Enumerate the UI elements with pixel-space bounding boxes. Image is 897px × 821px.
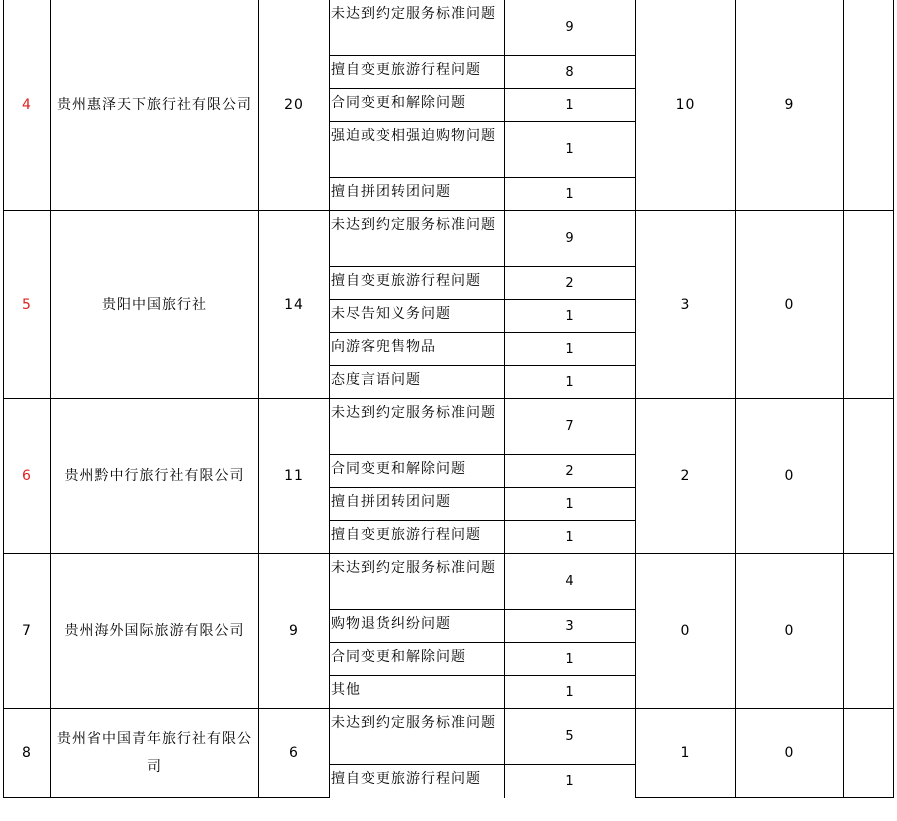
issue-count: 1 xyxy=(505,676,636,709)
issue-count: 1 xyxy=(505,643,636,676)
issue-count: 1 xyxy=(505,366,636,399)
complaint-total: 11 xyxy=(259,399,330,554)
issue-type: 擅自拼团转团问题 xyxy=(330,488,505,521)
row-index: 5 xyxy=(4,211,51,399)
remarks-cell xyxy=(844,554,894,709)
issue-count: 9 xyxy=(505,211,636,267)
issue-type: 未达到约定服务标准问题 xyxy=(330,554,505,610)
issue-count: 1 xyxy=(505,122,636,178)
issue-count: 7 xyxy=(505,399,636,455)
table-row xyxy=(4,211,894,267)
column-b-value: 9 xyxy=(736,0,844,211)
issue-count: 1 xyxy=(505,765,636,798)
column-a-value: 10 xyxy=(636,0,736,211)
remarks-cell xyxy=(844,709,894,798)
issue-count: 8 xyxy=(505,56,636,89)
complaint-total: 14 xyxy=(259,211,330,399)
issue-type: 合同变更和解除问题 xyxy=(330,455,505,488)
remarks-cell xyxy=(844,211,894,399)
issue-type: 擅自变更旅游行程问题 xyxy=(330,521,505,554)
issue-type: 购物退货纠纷问题 xyxy=(330,610,505,643)
remarks-cell xyxy=(844,0,894,211)
issue-count: 1 xyxy=(505,488,636,521)
remarks-cell xyxy=(844,399,894,554)
table-row xyxy=(4,399,894,455)
issue-type: 未达到约定服务标准问题 xyxy=(330,211,505,267)
issue-type: 合同变更和解除问题 xyxy=(330,89,505,122)
row-index: 8 xyxy=(4,709,51,798)
issue-count: 2 xyxy=(505,455,636,488)
company-name: 贵州海外国际旅游有限公司 xyxy=(51,554,259,709)
issue-type: 合同变更和解除问题 xyxy=(330,643,505,676)
complaint-total: 6 xyxy=(259,709,330,798)
company-name: 贵州惠泽天下旅行社有限公司 xyxy=(51,0,259,211)
company-name: 贵阳中国旅行社 xyxy=(51,211,259,399)
row-index: 4 xyxy=(4,0,51,211)
issue-type: 未达到约定服务标准问题 xyxy=(330,0,505,56)
complaint-total: 20 xyxy=(259,0,330,211)
complaints-table xyxy=(3,0,894,798)
issue-count: 5 xyxy=(505,709,636,765)
issue-type: 擅自变更旅游行程问题 xyxy=(330,765,505,798)
issue-count: 1 xyxy=(505,89,636,122)
column-a-value: 1 xyxy=(636,709,736,798)
table-body xyxy=(4,0,894,798)
column-a-value: 3 xyxy=(636,211,736,399)
column-b-value: 0 xyxy=(736,709,844,798)
table-row xyxy=(4,709,894,765)
column-a-value: 0 xyxy=(636,554,736,709)
column-b-value: 0 xyxy=(736,211,844,399)
issue-type: 强迫或变相强迫购物问题 xyxy=(330,122,505,178)
issue-type: 擅自变更旅游行程问题 xyxy=(330,267,505,300)
issue-count: 9 xyxy=(505,0,636,56)
company-name: 贵州省中国青年旅行社有限公司 xyxy=(51,709,259,798)
company-name: 贵州黔中行旅行社有限公司 xyxy=(51,399,259,554)
table-row xyxy=(4,0,894,56)
column-a-value: 2 xyxy=(636,399,736,554)
issue-count: 2 xyxy=(505,267,636,300)
issue-count: 1 xyxy=(505,178,636,211)
issue-type: 未达到约定服务标准问题 xyxy=(330,709,505,765)
table-row xyxy=(4,554,894,610)
issue-count: 1 xyxy=(505,300,636,333)
row-index: 6 xyxy=(4,399,51,554)
issue-count: 1 xyxy=(505,333,636,366)
issue-type: 擅自变更旅游行程问题 xyxy=(330,56,505,89)
issue-type: 向游客兜售物品 xyxy=(330,333,505,366)
issue-type: 态度言语问题 xyxy=(330,366,505,399)
issue-type: 其他 xyxy=(330,676,505,709)
column-b-value: 0 xyxy=(736,554,844,709)
row-index: 7 xyxy=(4,554,51,709)
issue-count: 3 xyxy=(505,610,636,643)
issue-count: 1 xyxy=(505,521,636,554)
issue-type: 擅自拼团转团问题 xyxy=(330,178,505,211)
issue-type: 未达到约定服务标准问题 xyxy=(330,399,505,455)
issue-count: 4 xyxy=(505,554,636,610)
issue-type: 未尽告知义务问题 xyxy=(330,300,505,333)
complaint-total: 9 xyxy=(259,554,330,709)
column-b-value: 0 xyxy=(736,399,844,554)
